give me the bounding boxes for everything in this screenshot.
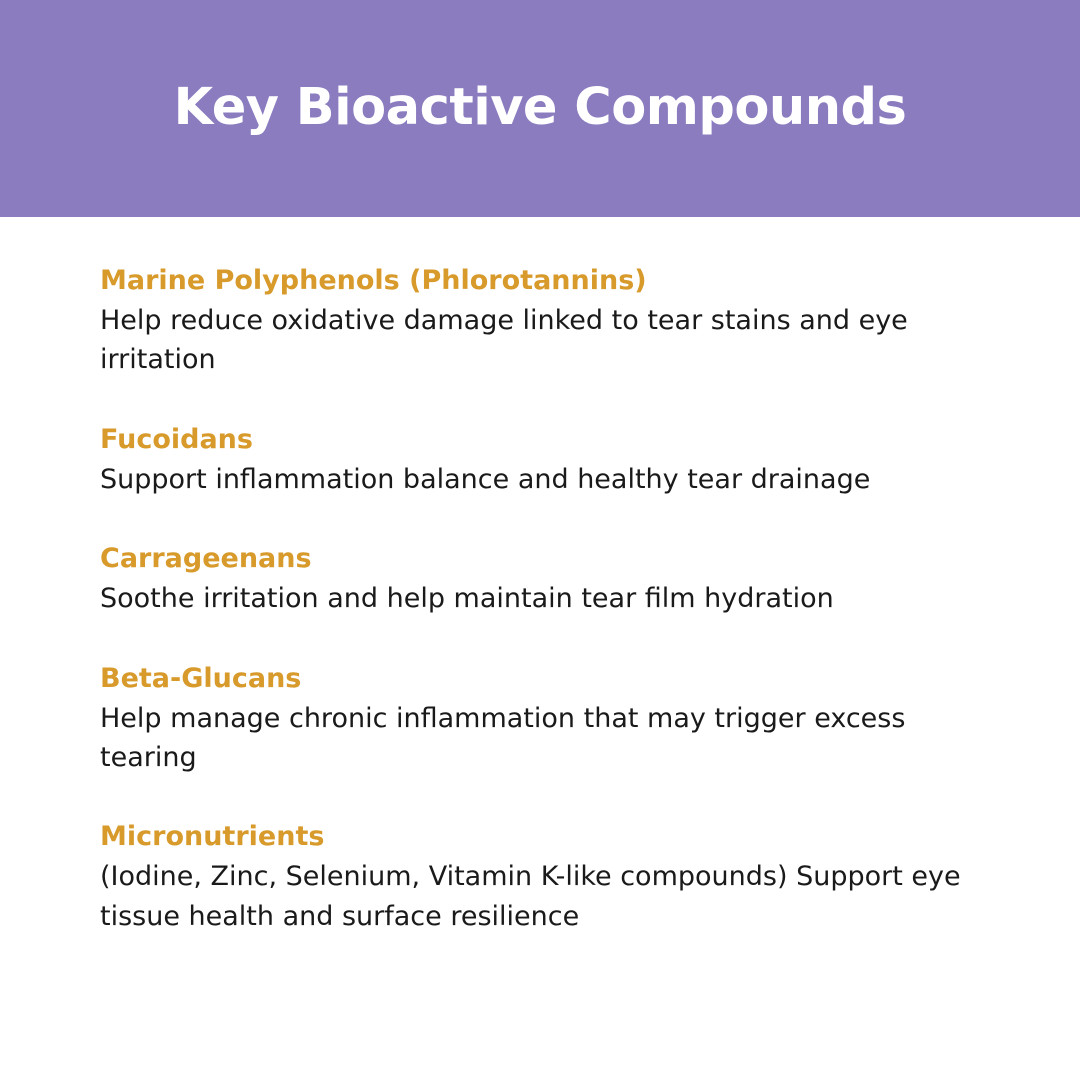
compound-description: Help manage chronic inflammation that may trigger excess tearing — [100, 702, 906, 774]
compound-description: Help reduce oxidative damage linked to tear stains and eye irritation — [100, 305, 908, 376]
compound-name: Carrageenans — [100, 543, 312, 575]
list-item — [100, 540, 1000, 618]
list-item — [100, 421, 1000, 499]
page-title: Key Bioactive Compounds — [173, 78, 907, 138]
list-item — [100, 660, 1000, 778]
compound-name: Micronutrients — [100, 821, 325, 853]
compound-description: Support inflammation balance and healthy tear drainage — [100, 463, 871, 495]
list-item — [100, 262, 1000, 380]
compound-description: (Iodine, Zinc, Selenium, Vitamin K-like compounds) Support eye tissue health and surface resilience — [100, 861, 961, 932]
list-item — [100, 818, 1000, 936]
compound-list — [100, 262, 1000, 936]
compound-name: Marine Polyphenols (Phlorotannins) — [100, 265, 647, 296]
compound-name: Beta-Glucans — [100, 662, 302, 694]
header-band — [0, 0, 1080, 217]
compound-description: Soothe irritation and help maintain tear film hydration — [100, 583, 834, 615]
compound-name: Fucoidans — [100, 423, 253, 455]
